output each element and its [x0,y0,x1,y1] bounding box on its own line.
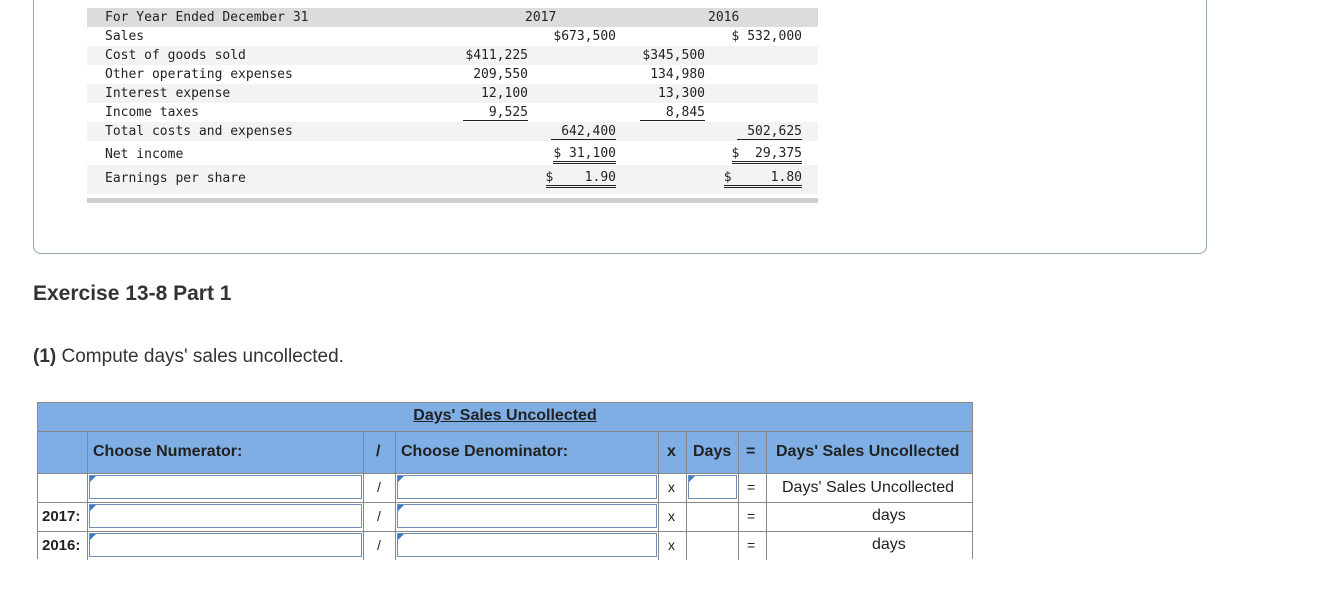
days-unit-2017: days [872,507,906,524]
question-body: Compute days' sales uncollected. [56,346,344,367]
total-costs-row [87,122,818,141]
multiply-header: x [667,443,676,460]
multiply-sign-2016: x [668,537,675,553]
numerator-input-2016[interactable] [89,533,362,557]
taxes-row [87,103,818,122]
divide-sign: / [377,479,381,495]
cogs-2017: $411,225 [465,48,528,63]
net-income-label: Net income [105,147,184,162]
question-text [33,346,344,368]
numerator-header: Choose Numerator: [93,443,243,460]
denominator-input-2016[interactable] [397,533,657,557]
days-header: Days [693,443,732,460]
year-label-2017: 2017: [42,508,81,525]
days-unit-2016: days [872,536,906,553]
question-number: (1) [33,346,57,367]
table-row-2017 [38,503,972,532]
days-input[interactable] [688,475,737,499]
cogs-label: Cost of goods sold [105,48,246,63]
eps-row [87,165,818,194]
sales-label: Sales [105,29,145,44]
cogs-row [87,46,818,65]
interest-label: Interest expense [105,86,231,101]
header-2017: 2017 [525,10,557,25]
interest-2016: 13,300 [658,86,705,101]
other-expenses-label: Other operating expenses [105,67,293,82]
sales-row [87,27,818,46]
denominator-input-2017[interactable] [397,504,657,528]
equals-header: = [746,443,756,460]
eps-2016: $ 1.80 [724,170,802,188]
eps-label: Earnings per share [105,171,246,186]
table-row-2016 [38,532,972,560]
equals-sign: = [747,479,756,495]
table-title: Days' Sales Uncollected [413,407,597,424]
eps-2017: $ 1.90 [546,170,616,188]
equals-sign-2017: = [747,508,756,524]
numerator-select[interactable] [89,475,362,499]
taxes-2016: 8,845 [640,105,705,121]
taxes-label: Income taxes [105,105,199,120]
cogs-2016: $345,500 [642,48,705,63]
net-income-row [87,141,818,165]
days-sales-uncollected-table [37,402,973,559]
other-expenses-2016: 134,980 [650,67,705,82]
equals-sign-2016: = [747,537,756,553]
divide-header: / [376,443,381,460]
table-header-row [38,432,972,474]
sales-2017: $673,500 [553,29,616,44]
header-label: For Year Ended December 31 [105,10,309,25]
statement-header-row [87,8,818,27]
divide-sign-2017: / [377,508,381,524]
exercise-title: Exercise 13-8 Part 1 [33,282,232,305]
net-income-2016: $ 29,375 [732,146,802,164]
total-costs-2016: 502,625 [737,124,802,140]
net-income-2017: $ 31,100 [553,146,616,164]
divide-sign-2016: / [377,537,381,553]
multiply-sign: x [668,479,675,495]
taxes-2017: 9,525 [463,105,528,121]
sales-2016: $ 532,000 [731,29,802,44]
year-label-2016: 2016: [42,537,81,554]
denominator-header: Choose Denominator: [401,443,569,460]
interest-row [87,84,818,103]
result-label: Days' Sales Uncollected [782,479,955,496]
total-costs-label: Total costs and expenses [105,124,293,139]
table-title-row [38,403,972,432]
other-expenses-2017: 209,550 [473,67,528,82]
interest-2017: 12,100 [481,86,528,101]
statement-bottom-bar [87,198,818,203]
numerator-input-2017[interactable] [89,504,362,528]
income-statement-table [87,8,818,203]
other-expenses-row [87,65,818,84]
table-row-formula [38,474,972,503]
header-2016: 2016 [708,10,740,25]
total-costs-2017: 642,400 [551,124,616,140]
result-header: Days' Sales Uncollected [776,443,960,460]
denominator-select[interactable] [397,475,657,499]
multiply-sign-2017: x [668,508,675,524]
